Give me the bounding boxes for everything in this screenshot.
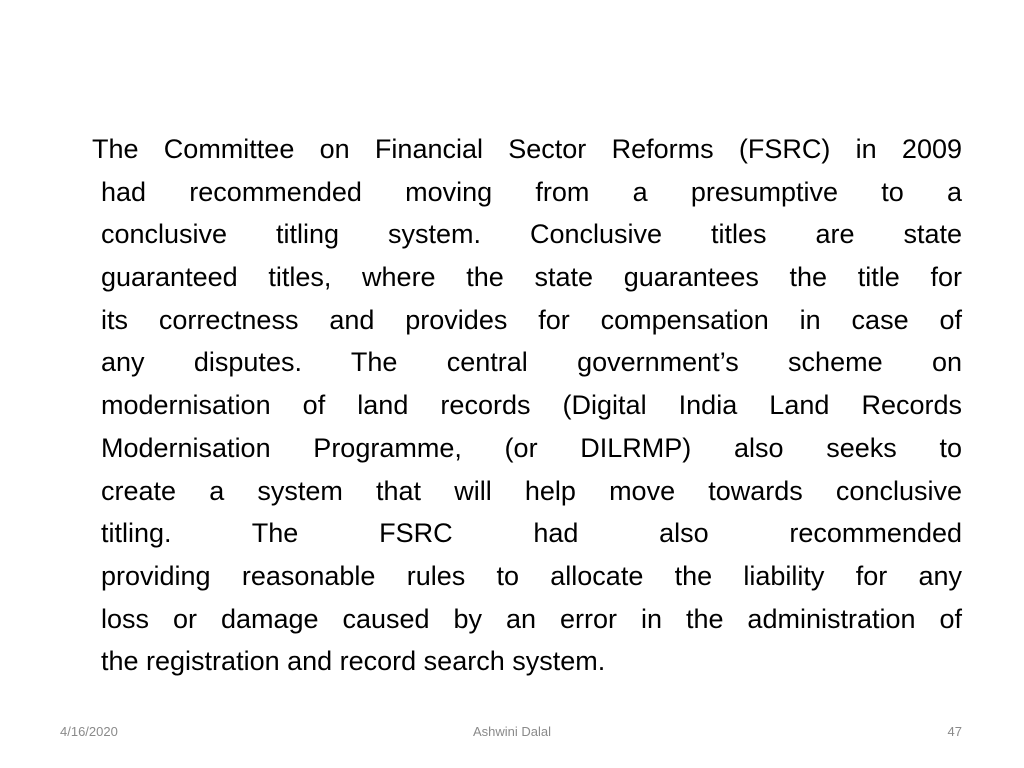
body-line: create a system that will help move towards conclusive [101,475,962,506]
body-line: any disputes. The central government’s scheme on [101,347,962,378]
body-line: Modernisation Programme, (or DILRMP) also seeks to [101,432,962,463]
footer-page-number: 47 [947,724,962,739]
body-line: guaranteed titles, where the state guarantees the title for [101,262,962,293]
body-line: its correctness and provides for compensation in case of [101,304,962,335]
body-text [92,128,962,683]
body-line: titling. The FSRC had also recommended [101,518,962,549]
body-line: conclusive titling system. Conclusive titles are state [101,219,962,250]
body-line: the registration and record search system. [101,646,606,677]
body-line: had recommended moving from a presumptive to a [101,176,962,207]
body-line: modernisation of land records (Digital India Land Records [101,390,962,421]
body-line: providing reasonable rules to allocate the liability for any [101,560,962,591]
body-line: The Committee on Financial Sector Reforms (FSRC) in 2009 [92,134,962,164]
body-line: loss or damage caused by an error in the administration of [101,603,962,634]
footer-date: 4/16/2020 [60,724,118,739]
footer-author: Ashwini Dalal [472,724,552,739]
